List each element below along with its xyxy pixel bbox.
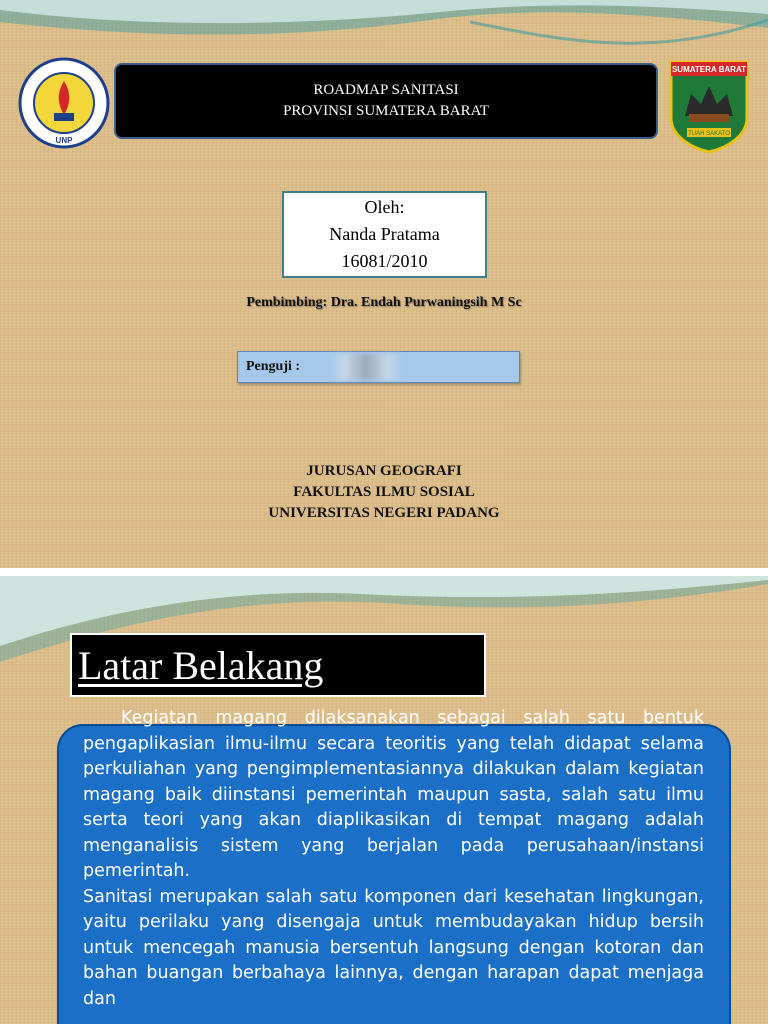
section-title-box — [70, 633, 486, 697]
title-box — [114, 63, 658, 139]
supervisor-text: Pembimbing: Dra. Endah Purwaningsih M Sc — [246, 295, 522, 310]
title-line-2: PROVINSI SUMATERA BARAT — [283, 103, 489, 119]
examiner-label: Penguji : — [246, 359, 301, 374]
unp-logo-abbr: UNP — [55, 136, 73, 145]
sumatera-barat-emblem — [667, 58, 751, 154]
department-line-1: JURUSAN GEOGRAFI — [306, 463, 462, 479]
department-line-3: UNIVERSITAS NEGERI PADANG — [268, 505, 500, 521]
department-block — [0, 461, 768, 524]
emblem-title: SUMATERA BARAT — [671, 65, 747, 74]
author-id: 16081/2010 — [341, 251, 428, 271]
unp-logo — [18, 57, 110, 149]
author-label: Oleh: — [364, 197, 405, 217]
content-text — [83, 706, 704, 1012]
examiner-redacted-name — [330, 354, 402, 380]
paragraph-1: Kegiatan magang dilaksanakan sebagai salah satu bentuk pengaplikasian ilmu-ilmu secara teoritis yang telah didapat selama perkuliahan yang pengimplementasiannya dilakukan dalam kegiatan magang baik diinstansi pemerintah maupun sasta, salah satu ilmu serta teori yang akan diaplikasikan di tempat magang adalah menganalisis sistem yang berjalan pada perusahaan/instansi pemerintah. — [83, 708, 704, 881]
section-title: Latar Belakang — [78, 643, 324, 688]
slide-separator — [0, 568, 768, 576]
emblem-motto: TUAH SAKATO — [688, 131, 730, 137]
paragraph-2: Sanitasi merupakan salah satu komponen dari kesehatan lingkungan, yaitu perilaku yang disengaja untuk membudayakan hidup bersih untuk mencegah manusia bersentuh langsung dengan kotoran dan bahan buangan berbahaya lainnya, dengan harapan dapat menjaga dan — [83, 886, 704, 1009]
author-box — [282, 191, 487, 278]
author-name: Nanda Pratama — [329, 224, 440, 244]
department-line-2: FAKULTAS ILMU SOSIAL — [293, 484, 475, 500]
examiner-box — [237, 351, 520, 383]
title-line-1: ROADMAP SANITASI — [313, 82, 459, 98]
background-slide — [0, 576, 768, 1024]
